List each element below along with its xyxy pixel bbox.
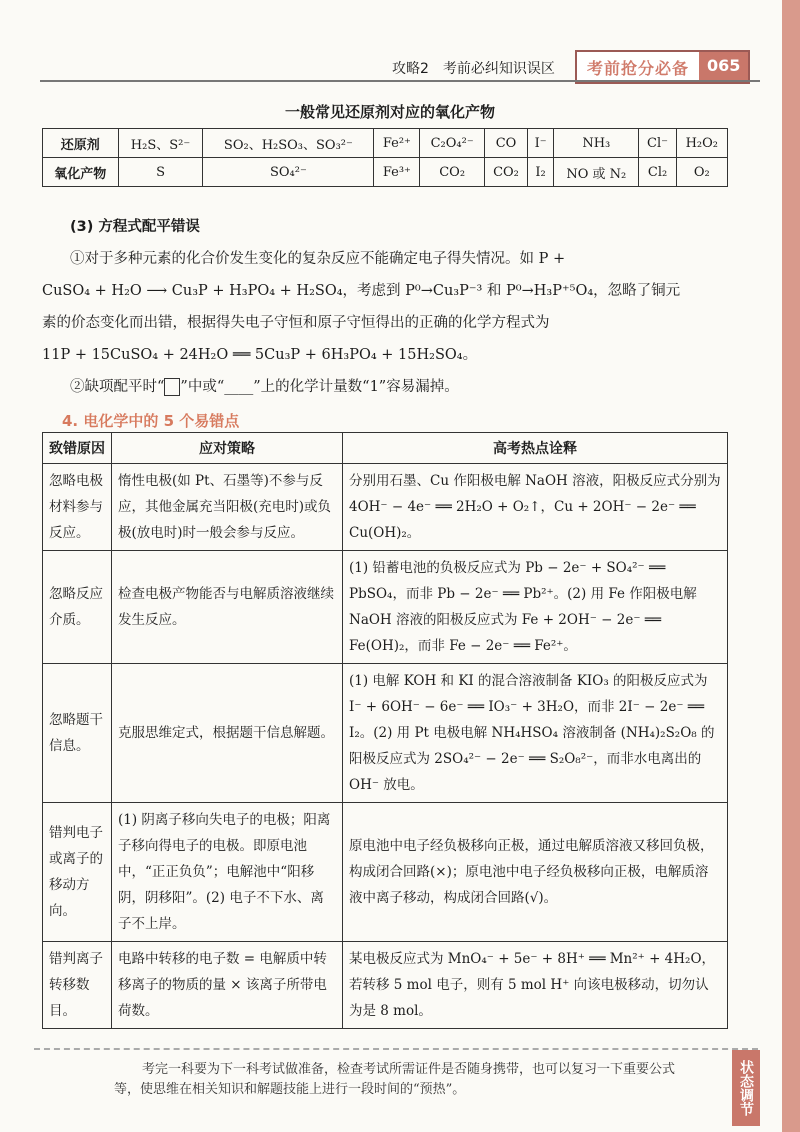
table-cell: S xyxy=(118,158,203,187)
table-cell: CO₂ xyxy=(484,158,527,187)
table-cell: 氧化产物 xyxy=(43,158,119,187)
cause-cell: 忽略反应介质。 xyxy=(43,551,112,664)
table-cell: H₂O₂ xyxy=(676,129,727,158)
section4-heading: 4. 电化学中的 5 个易错点 xyxy=(62,412,240,430)
table-cell: SO₄²⁻ xyxy=(203,158,374,187)
footer-tip xyxy=(34,1048,758,1126)
page-edge-band xyxy=(782,0,800,1132)
table-cell: NO 或 N₂ xyxy=(554,158,639,187)
table-cell: C₂O₄²⁻ xyxy=(420,129,485,158)
section3-heading: (3) 方程式配平错误 xyxy=(70,219,200,235)
page-number: 065 xyxy=(699,52,748,82)
equation-line: 11P + 15CuSO₄ + 24H₂O ══ 5Cu₃P + 6H₃PO₄ + 15H₂SO₄。 xyxy=(42,347,478,363)
table-row xyxy=(43,803,728,942)
table-row xyxy=(43,464,728,551)
table-cell: Fe³⁺ xyxy=(374,158,420,187)
strategy-cell: 惰性电极(如 Pt、石墨等)不参与反应，其他金属充当阳极(充电时)或负极(放电时)时一般会参与反应。 xyxy=(112,464,343,551)
column-header: 致错原因 xyxy=(43,433,112,464)
reducer-row xyxy=(43,129,728,158)
table-row xyxy=(43,942,728,1029)
paragraph-line: CuSO₄ + H₂O ⟶ Cu₃P + H₃PO₄ + H₂SO₄，考虑到 P⁰→Cu₃P⁻³ 和 P⁰→H₃P⁺⁵O₄，忽略了铜元 xyxy=(42,283,681,299)
strategy-cell: 克服思维定式，根据题干信息解题。 xyxy=(112,664,343,803)
table-cell: NH₃ xyxy=(554,129,639,158)
page-header xyxy=(0,46,800,86)
table-cell: O₂ xyxy=(676,158,727,187)
cause-cell: 错判离子转移数目。 xyxy=(43,942,112,1029)
product-row xyxy=(43,158,728,187)
cause-cell: 忽略电极材料参与反应。 xyxy=(43,464,112,551)
reducer-product-table xyxy=(42,128,728,187)
column-header: 应对策略 xyxy=(112,433,343,464)
explain-cell: 原电池中电子经负极移向正极，通过电解质溶液又移回负极，构成闭合回路(×)；原电池中电子经负极移向正极，电解质溶液中离子移动，构成闭合回路(√)。 xyxy=(343,803,728,942)
table-cell: I₂ xyxy=(528,158,554,187)
table-cell: CO xyxy=(484,129,527,158)
table-cell: H₂S、S²⁻ xyxy=(118,129,203,158)
table-cell: CO₂ xyxy=(420,158,485,187)
cause-cell: 忽略题干信息。 xyxy=(43,664,112,803)
table-row xyxy=(43,664,728,803)
header-divider xyxy=(40,80,760,82)
table-header-row xyxy=(43,433,728,464)
electrochem-table xyxy=(42,432,728,1029)
strategy-cell: 检查电极产物能否与电解质溶液继续发生反应。 xyxy=(112,551,343,664)
table1-title: 一般常见还原剂对应的氧化产物 xyxy=(284,103,495,121)
footer-badge: 状态调节 xyxy=(732,1050,760,1126)
table-cell: I⁻ xyxy=(528,129,554,158)
table-row xyxy=(43,551,728,664)
table-cell: Fe²⁺ xyxy=(374,129,420,158)
table-cell: Cl₂ xyxy=(639,158,676,187)
strategy-cell: (1) 阴离子移向失电子的电极；阳离子移向得电子的电极。即原电池中，“正正负负”；电解池中“阳移阴，阴移阳”。(2) 电子不下水、离子不上岸。 xyxy=(112,803,343,942)
table-cell: SO₂、H₂SO₃、SO₃²⁻ xyxy=(203,129,374,158)
table-cell: 还原剂 xyxy=(43,129,119,158)
text-fragment: ”中或“ xyxy=(180,379,225,395)
text-fragment: ②缺项配平时“ xyxy=(70,379,165,395)
paragraph-line xyxy=(42,371,728,403)
footer-text: 考完一科要为下一科考试做准备，检查考试所需证件是否随身携带，也可以复习一下重要公式等，使思维在相关知识和解题技能上进行一段时间的“预热”。 xyxy=(114,1062,676,1097)
table-cell: Cl⁻ xyxy=(639,129,676,158)
text-fragment: ”上的化学计量数“1”容易漏掉。 xyxy=(253,379,459,395)
paragraph-line: ①对于多种元素的化合价发生变化的复杂反应不能确定电子得失情况。如 P + xyxy=(70,251,566,267)
column-header: 高考热点诠释 xyxy=(343,433,728,464)
badge-label: 考前抢分必备 xyxy=(577,52,699,82)
paragraph-line: 素的价态变化而出错，根据得失电子守恒和原子守恒得出的正确的化学方程式为 xyxy=(42,315,550,331)
explain-cell: (1) 铅蓄电池的负极反应式为 Pb − 2e⁻ + SO₄²⁻ ══ PbSO₄，而非 Pb − 2e⁻ ══ Pb²⁺。(2) 用 Fe 作阳极电解 NaOH 溶液的阳极反应式为 Fe + 2OH⁻ − 2e⁻ ══ Fe(OH)₂，而非 Fe − 2e⁻ ══ Fe²⁺。 xyxy=(343,551,728,664)
blank-box-icon xyxy=(164,378,180,396)
cause-cell: 错判电子或离子的移动方向。 xyxy=(43,803,112,942)
section3-body xyxy=(42,211,728,437)
explain-cell: 分别用石墨、Cu 作阳极电解 NaOH 溶液，阳极反应式分别为 4OH⁻ − 4e⁻ ══ 2H₂O + O₂↑，Cu + 2OH⁻ − 2e⁻ ══ Cu(OH)₂。 xyxy=(343,464,728,551)
explain-cell: (1) 电解 KOH 和 KI 的混合溶液制备 KIO₃ 的阳极反应式为 I⁻ + 6OH⁻ − 6e⁻ ══ IO₃⁻ + 3H₂O，而非 2I⁻ − 2e⁻ ══ I₂。(2) 用 Pt 电极电解 NH₄HSO₄ 溶液制备 (NH₄)₂S₂O₈ 的阳极反应式为 2SO₄²⁻ − 2e⁻ ══ S₂O₈²⁻，而非水电离出的 OH⁻ 放电。 xyxy=(343,664,728,803)
explain-cell: 某电极反应式为 MnO₄⁻ + 5e⁻ + 8H⁺ ══ Mn²⁺ + 4H₂O，若转移 5 mol 电子，则有 5 mol H⁺ 向该电极移动，切勿认为是 8 mol。 xyxy=(343,942,728,1029)
strategy-cell: 电路中转移的电子数 = 电解质中转移离子的物质的量 × 该离子所带电荷数。 xyxy=(112,942,343,1029)
header-badge xyxy=(575,50,750,84)
blank-line: ____ xyxy=(224,379,254,395)
chapter-title: 攻略2 考前必纠知识误区 xyxy=(392,61,555,77)
